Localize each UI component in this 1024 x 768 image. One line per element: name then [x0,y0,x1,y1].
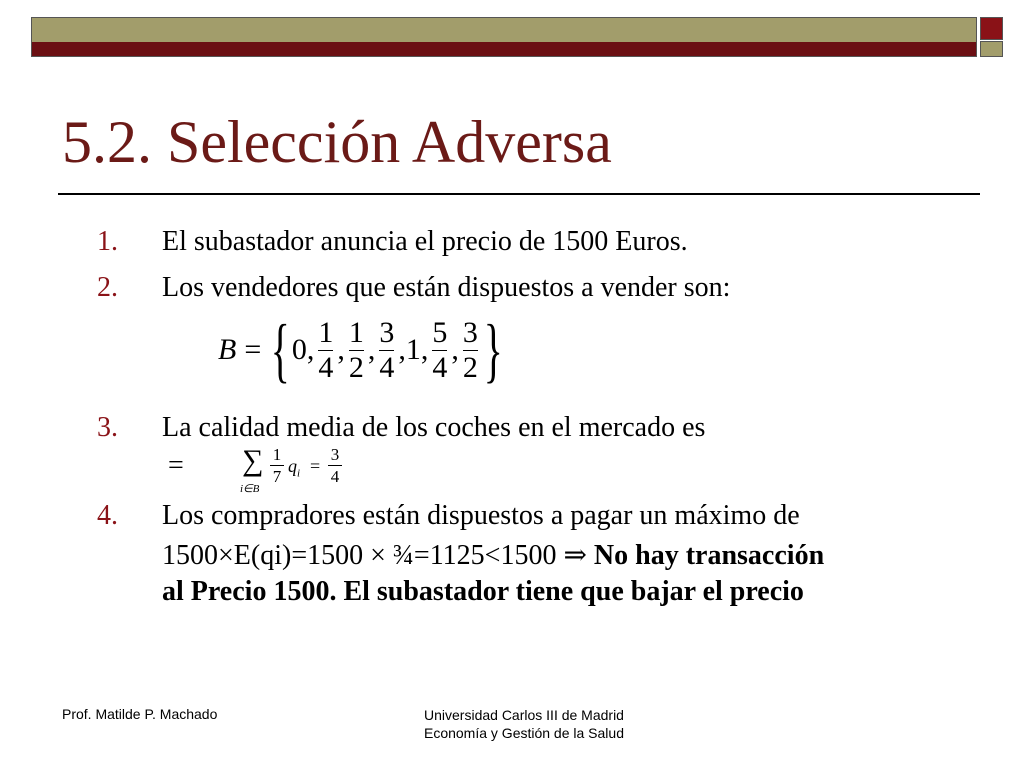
item-4-line-2 [162,538,824,572]
item-4-number: 4. [97,500,118,531]
corner-square-red [980,17,1003,40]
mean-frac [270,446,284,485]
set-close-brace: } [483,310,503,390]
implies-arrow-icon: ⇒ [563,540,587,571]
item-3-text: La calidad media de los coches en el mercado es [162,412,706,443]
footer-department: Economía y Gestión de la Salud [423,725,624,741]
mean-equals-sign: = [168,450,184,481]
frac-numerator: 1 [348,315,364,349]
item-3-number: 3. [97,412,118,443]
header-bar-stripe [32,42,976,56]
frac-denominator: 4 [318,350,334,384]
set-zero: 0, [291,333,315,366]
set-frac-1 [318,315,334,384]
sum-subscript: i∈B [240,483,260,495]
set-equals: = [244,333,262,366]
q-symbol: $q_i$ [288,456,301,480]
mean-result-frac [328,446,342,485]
footer-institution [410,706,638,742]
item-2-text: Los vendedores que están dispuestos a vender son: [162,272,731,303]
frac-denominator: 2 [462,350,478,384]
frac-numerator: 1 [272,445,282,464]
set-open-brace: { [271,310,291,390]
item-2-number: 2. [97,272,118,303]
corner-square-olive [980,41,1003,57]
frac-denominator: 2 [348,350,364,384]
sum-symbol: ∑ [242,444,264,477]
item-4-line-1: Los compradores están dispuestos a pagar un máximo de [162,500,800,531]
set-lhs: B [218,333,237,366]
item-4-conclusion-start: No hay transacción [586,540,825,571]
frac-numerator: 1 [318,315,334,349]
item-4-equation-text: 1500×E(qi)=1500 × ¾=1125<1500 [162,540,564,571]
set-frac-3 [379,315,395,384]
set-one: ,1, [398,333,429,366]
slide-title: 5.2. Selección Adversa [62,109,612,175]
set-frac-5 [462,315,478,384]
frac-denominator: 4 [330,467,340,486]
frac-numerator: 3 [462,315,478,349]
set-formula: B = { 0, $\frac{1}{4}$ , $\frac{1}{2}$ , $\frac{3}{4}$ ,1, $\frac{5}{4}$ , $\frac{3}{2}$ } [218,310,503,390]
item-1-number: 1. [97,226,118,257]
mean-inner-equals: = [310,456,321,476]
frac-numerator: 3 [330,445,340,464]
title-divider [58,193,980,195]
set-frac-4 [432,315,448,384]
frac-numerator: 5 [432,315,448,349]
footer-university: Universidad Carlos III de Madrid [424,707,624,723]
item-1-text: El subastador anuncia el precio de 1500 Euros. [162,226,688,257]
frac-denominator: 4 [432,350,448,384]
frac-denominator: 7 [272,467,282,486]
frac-numerator: 3 [379,315,395,349]
item-4-line-3: al Precio 1500. El subastador tiene que bajar el precio [162,576,804,607]
footer-author: Prof. Matilde P. Machado [62,706,218,722]
set-frac-2 [348,315,364,384]
frac-denominator: 4 [379,350,395,384]
header-bar [31,17,977,57]
